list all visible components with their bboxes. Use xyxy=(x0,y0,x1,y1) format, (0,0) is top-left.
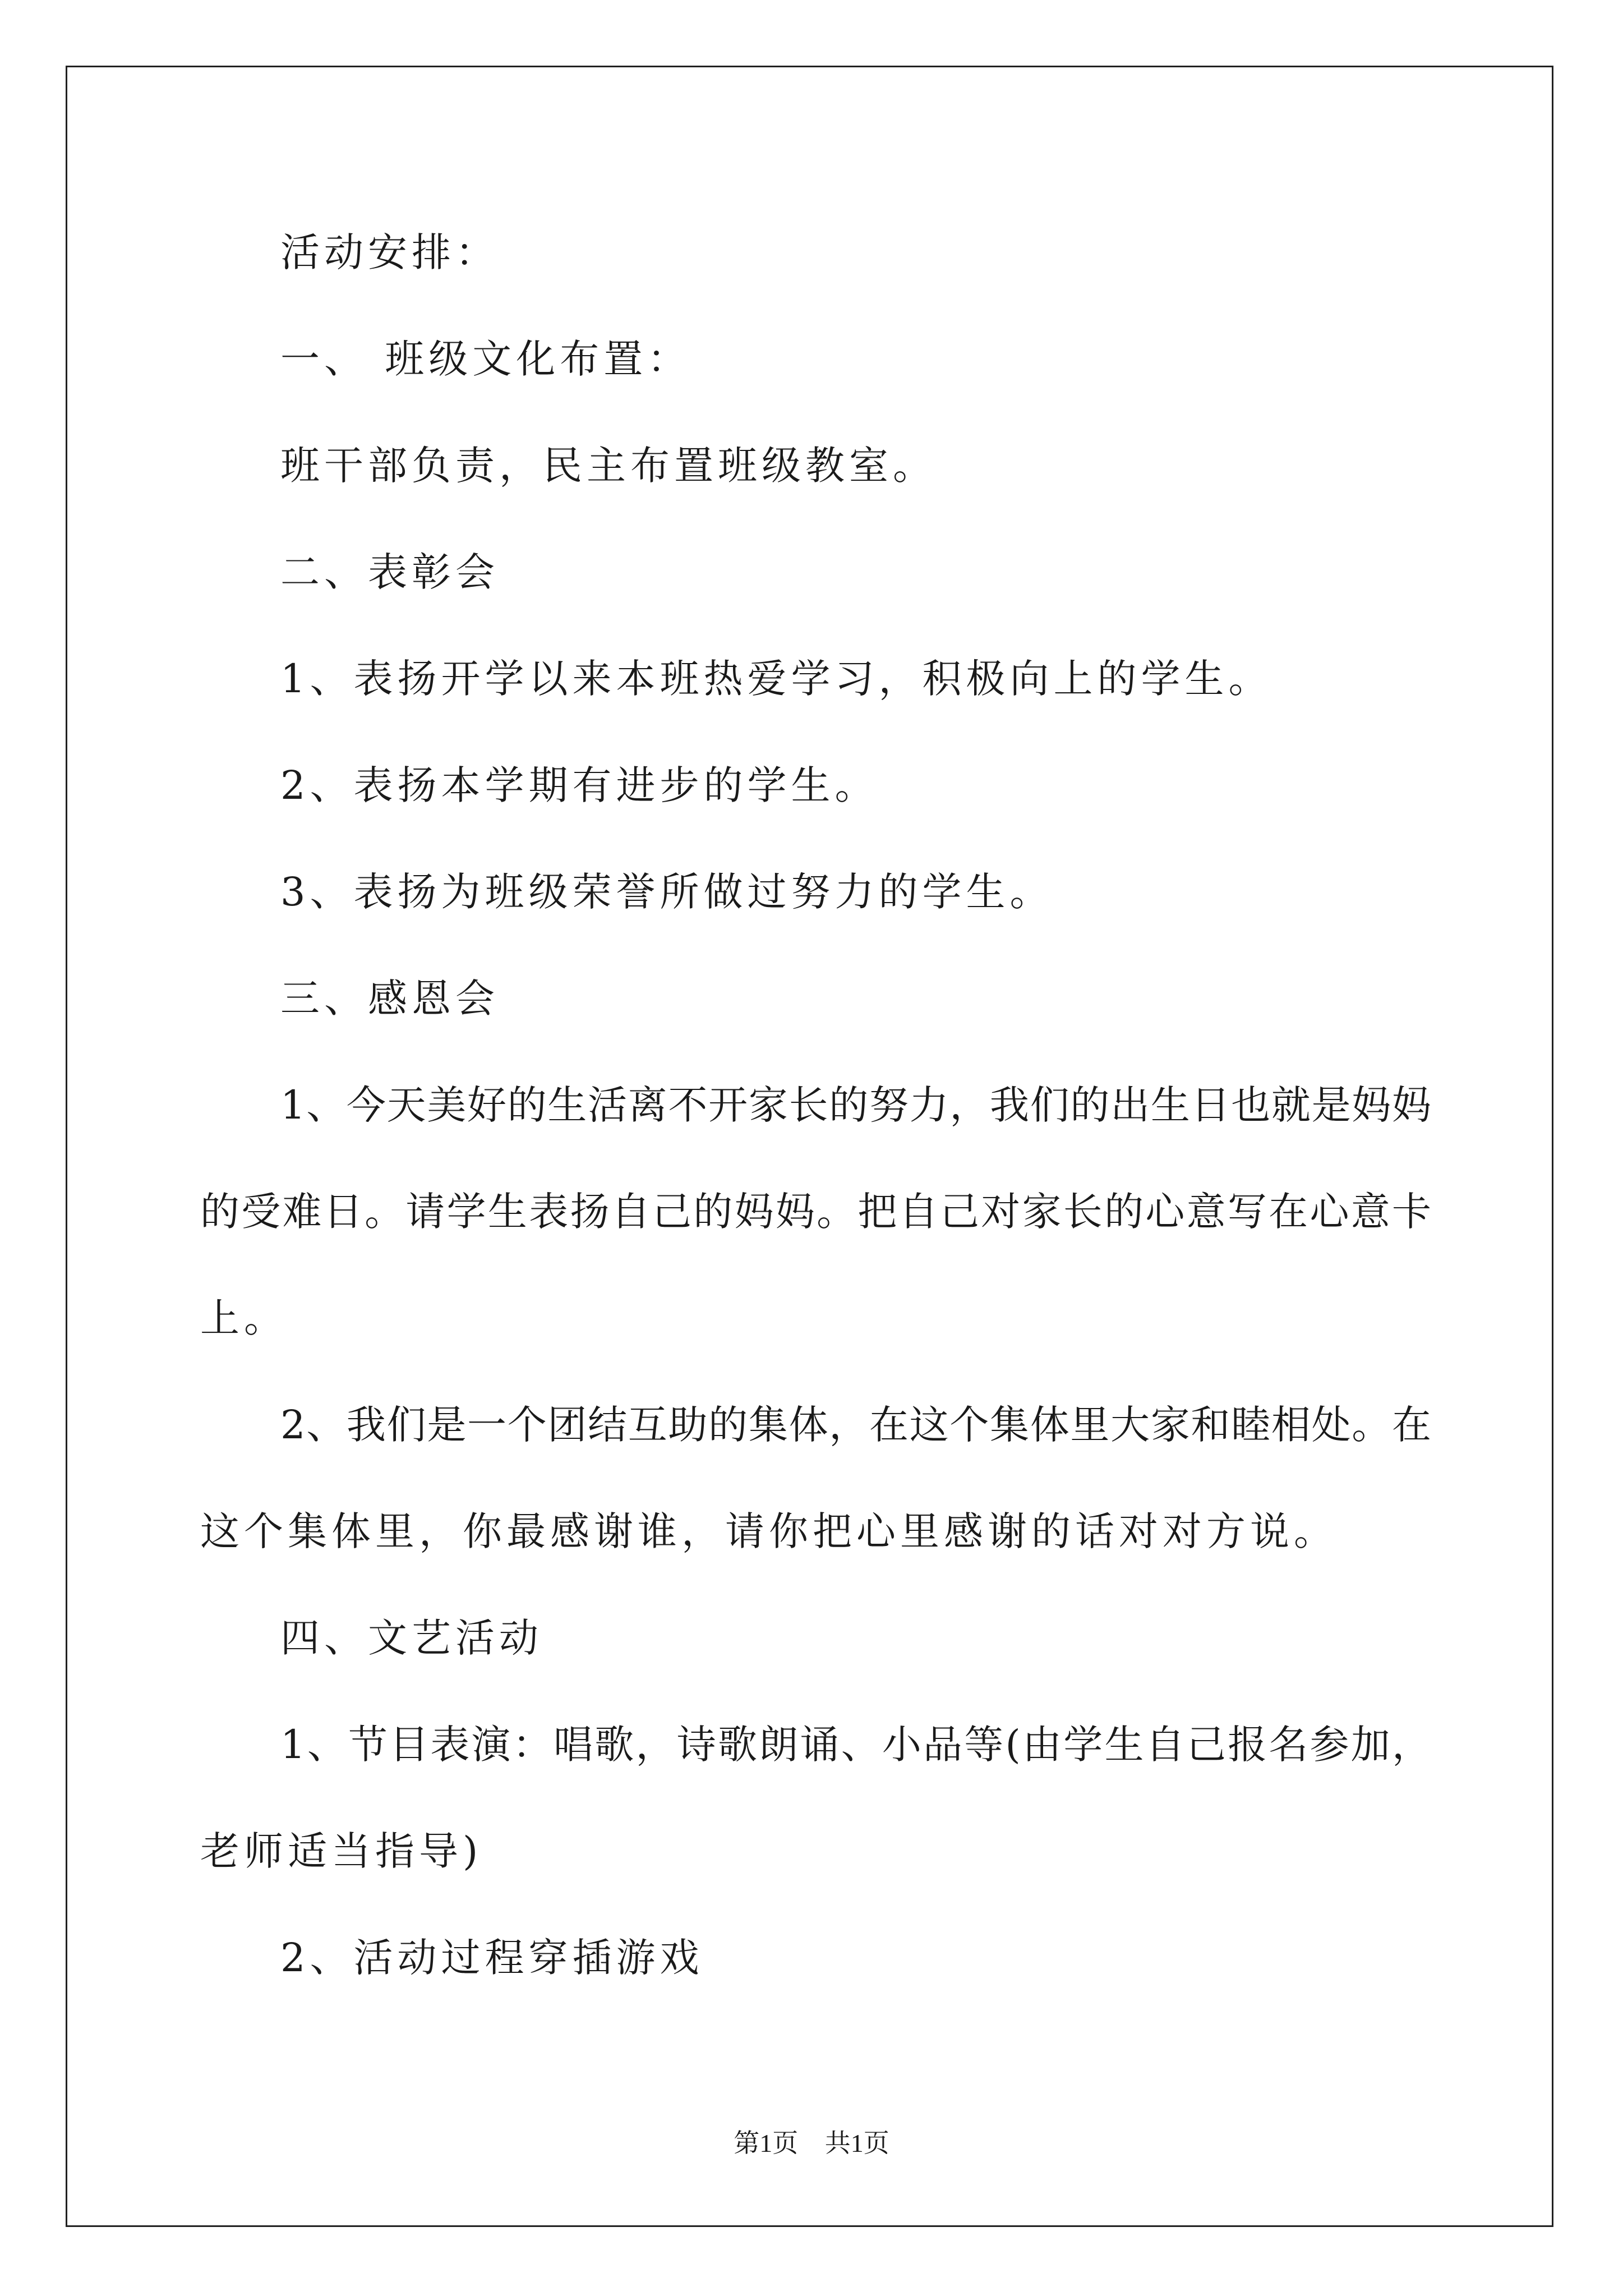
page-border xyxy=(66,66,1553,2227)
paragraph-line: 2、活动过程穿插游戏 xyxy=(280,1935,704,1981)
paragraph-line: 这个集体里，你最感谢谁，请你把心里感谢的话对对方说。 xyxy=(200,1508,1338,1554)
section-heading-4: 四、文艺活动 xyxy=(280,1615,543,1661)
paragraph-line: 3、表扬为班级荣誉所做过努力的学生。 xyxy=(280,869,1054,915)
page-footer xyxy=(0,2131,1623,2156)
section-heading-1: 一、 班级文化布置： xyxy=(280,336,691,382)
paragraph-line: 2、表扬本学期有进步的学生。 xyxy=(280,762,879,808)
paragraph-line: 1、今天美好的生活离不开家长的努力，我们的出生日也就是妈妈 xyxy=(280,1082,1431,1128)
paragraph-line: 2、我们是一个团结互助的集体，在这个集体里大家和睦相处。在 xyxy=(280,1402,1431,1448)
paragraph-line: 上。 xyxy=(200,1295,288,1341)
page-number-current: 第1页 xyxy=(734,2129,799,2157)
section-heading-arrangement: 活动安排： xyxy=(280,229,499,275)
section-heading-2: 二、表彰会 xyxy=(280,549,499,595)
paragraph-line: 的受难日。请学生表扬自己的妈妈。把自己对家长的心意写在心意卡 xyxy=(200,1189,1431,1235)
paragraph-line: 1、表扬开学以来本班热爱学习，积极向上的学生。 xyxy=(280,656,1272,702)
page-number-total: 共1页 xyxy=(824,2129,889,2157)
paragraph-line: 1、节目表演：唱歌，诗歌朗诵、小品等(由学生自己报名参加， xyxy=(280,1722,1431,1768)
section-heading-3: 三、感恩会 xyxy=(280,976,499,1022)
paragraph-line: 班干部负责，民主布置班级教室。 xyxy=(280,443,937,489)
paragraph-line: 老师适当指导) xyxy=(200,1828,483,1874)
